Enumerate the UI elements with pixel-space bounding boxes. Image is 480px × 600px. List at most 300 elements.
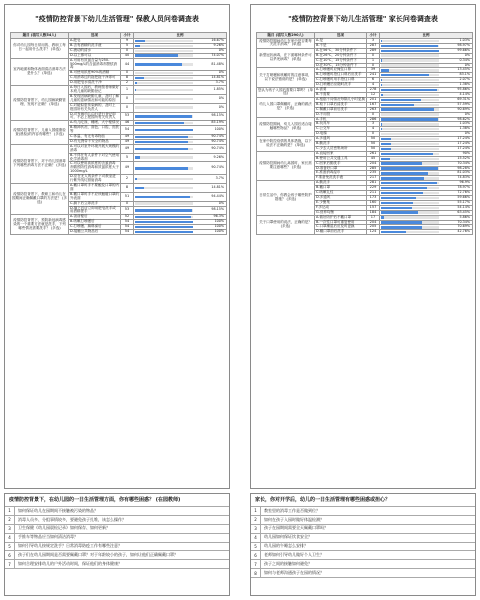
ratio-bar-fill xyxy=(381,231,406,233)
ratio-bar-cell xyxy=(381,73,471,77)
concern-row xyxy=(251,525,475,534)
option-count: 54 xyxy=(121,230,134,235)
concern-text: 卫生保健《幼儿园晨检记录》如何保存、如何更新？ xyxy=(18,525,110,531)
parent-concerns-panel xyxy=(250,493,476,596)
ratio-bar-track xyxy=(381,59,439,61)
ratio-percent: 0% xyxy=(464,111,470,116)
option-label: C.用消毒过的拖把拖干净即可 xyxy=(69,76,121,81)
ratio-bar-cell xyxy=(135,147,225,151)
ratio-bar-track xyxy=(381,172,439,174)
header-option: 选项 xyxy=(69,33,121,39)
ratio-bar-fill xyxy=(135,196,190,198)
option-label: E.少聚集 xyxy=(315,200,367,205)
option-count: 53 xyxy=(121,112,134,121)
option-label: D.不用管 xyxy=(315,112,367,117)
ratio-bar-cell xyxy=(381,49,471,53)
ratio-bar-fill xyxy=(135,54,178,56)
option-count: 287 xyxy=(367,43,380,48)
ratio-bar-track xyxy=(381,108,439,110)
parent-survey-panel xyxy=(250,4,476,489)
option-label: C.打喷嚏、擤鼻涕后 xyxy=(69,225,121,230)
ratio-bar-fill xyxy=(381,138,391,140)
ratio-percent: 81.48% xyxy=(211,61,224,66)
concern-row xyxy=(251,551,475,560)
ratio-percent: 42.76% xyxy=(457,229,470,234)
concern-text: 老师如何引导幼儿做好个人卫生？ xyxy=(264,552,324,558)
parent-concerns-list xyxy=(251,507,475,578)
concern-number: 6 xyxy=(5,551,15,559)
ratio-bar-fill xyxy=(381,50,439,52)
ratio-bar-cell xyxy=(381,211,471,215)
ratio-bar-fill xyxy=(381,118,438,120)
option-label: B.一次性口罩可重复使用 xyxy=(315,220,367,225)
concern-number: 1 xyxy=(251,507,261,515)
ratio-bar-fill xyxy=(381,226,422,228)
ratio-bar-cell xyxy=(135,186,225,190)
ratio-bar-track xyxy=(381,231,439,233)
option-count: 157 xyxy=(367,205,380,210)
ratio-percent: 98.28% xyxy=(457,165,470,170)
ratio-bar-fill xyxy=(135,77,144,79)
concern-text: 如何引导幼儿按规定洗手？日常消毒防疫工作有哪些注意？ xyxy=(18,543,122,549)
ratio-bar-track xyxy=(381,148,439,150)
ratio-bar-cell xyxy=(381,147,471,151)
concern-row xyxy=(5,507,229,516)
ratio-percent: 3.7% xyxy=(215,80,224,85)
option-count: 5 xyxy=(121,153,134,162)
concern-text: 幼儿园如何保证饮食安全？ xyxy=(264,534,312,540)
option-label: B.含有酒精的洗手液 xyxy=(69,43,121,48)
ratio-bar-fill xyxy=(381,167,438,169)
ratio-bar-cell xyxy=(135,63,225,67)
option-label: A.可用有效氯含量为250-500mg/L的含氯消毒剂擦拭消毒 xyxy=(69,58,121,71)
option-label: B.勤洗手 xyxy=(315,142,367,147)
concern-number: 5 xyxy=(251,543,261,551)
ratio-percent: 4.14% xyxy=(459,91,470,96)
concern-text: 孩子在园期间需要全天佩戴口罩吗？ xyxy=(264,525,328,531)
ratio-bar-cell xyxy=(135,220,225,224)
ratio-bar-fill xyxy=(135,129,193,131)
option-label: B.不需要 xyxy=(315,92,367,97)
ratio-percent: 0% xyxy=(464,62,470,67)
ratio-bar-fill xyxy=(135,216,191,218)
question-text: 您认为孩子入园后需要口罩吗？ (单选) xyxy=(258,87,313,96)
ratio-bar-track xyxy=(135,141,193,143)
option-label: F.准备免洗洗手液 xyxy=(315,176,367,181)
ratio-bar-fill xyxy=(381,182,437,184)
ratio-bar-fill xyxy=(135,148,188,150)
ratio-bar-cell xyxy=(135,81,225,85)
question-text: 疫情防控背景下，预防新冠病毒感染的一个重要方法就是洗手，下列哪些情况需要洗手？ (多选) xyxy=(11,215,69,235)
ratio-percent: 55.17% xyxy=(457,199,470,204)
option-ratio xyxy=(134,103,227,112)
ratio-bar-track xyxy=(381,153,439,155)
option-count: 0 xyxy=(367,112,380,117)
ratio-percent: 13.45% xyxy=(457,67,470,72)
ratio-percent: 100% xyxy=(214,127,224,132)
option-count: 229 xyxy=(367,186,380,191)
ratio-percent: 1.03% xyxy=(459,38,470,42)
ratio-bar-cell xyxy=(135,140,225,144)
option-label: B.不得在有人条件下对空气使用化学消毒剂 xyxy=(70,152,120,161)
ratio-percent: 17.24% xyxy=(457,145,470,150)
ratio-bar-fill xyxy=(135,122,184,124)
ratio-percent: 98.97% xyxy=(457,42,470,47)
option-label: B.戴口罩 xyxy=(315,186,367,191)
option-count: 204 xyxy=(367,161,380,166)
ratio-bar-fill xyxy=(381,197,416,199)
ratio-bar-fill xyxy=(135,167,188,169)
ratio-bar-fill xyxy=(381,123,382,125)
ratio-percent: 100% xyxy=(214,224,224,229)
option-count: 51 xyxy=(121,192,134,201)
ratio-bar-fill xyxy=(381,148,391,150)
concern-number: 4 xyxy=(251,534,261,542)
option-label: A.多通风 xyxy=(315,137,367,142)
option-label: D.打喷嚏后应随时洗手 xyxy=(315,83,367,88)
ratio-bar-track xyxy=(381,113,439,115)
ratio-bar-fill xyxy=(381,89,437,91)
teacher-concerns-title: 疫情防控背景下，在幼儿园的一日生活管理方面，你有哪些困惑？ (在园教师) xyxy=(5,494,229,507)
option-count: 0 xyxy=(367,132,380,137)
ratio-bar-track xyxy=(135,196,193,198)
question-text: 疫情防控背景下，儿童入园健康检查(晨检)的内容有哪些？ (多选) xyxy=(11,121,69,145)
ratio-percent: 15.52% xyxy=(457,155,470,160)
ratio-bar-fill xyxy=(381,177,424,179)
option-count: 173 xyxy=(367,196,380,201)
ratio-bar-fill xyxy=(135,231,193,233)
option-count: 184 xyxy=(367,210,380,215)
option-label: D.准备好口罩 xyxy=(315,166,367,171)
ratio-percent: 85.19% xyxy=(211,120,224,125)
ratio-percent: 2.07% xyxy=(459,77,470,82)
option-count: 4 xyxy=(367,127,380,132)
option-label: D.在30℃，15分钟条件下 xyxy=(315,63,367,68)
header-count: 小计 xyxy=(367,33,380,39)
ratio-bar-fill xyxy=(135,156,140,158)
ratio-bar-track xyxy=(381,221,439,223)
ratio-percent: 83.1% xyxy=(459,72,470,77)
header-ratio: 比例 xyxy=(134,33,227,39)
ratio-bar-track xyxy=(381,40,439,42)
question-text: 新型冠状病毒，在下面哪种条件可以杀死病毒？ (单选) xyxy=(257,48,315,68)
ratio-bar-fill xyxy=(381,143,391,145)
ratio-percent: 17.24% xyxy=(457,136,470,141)
question-text: 疫情防控背景下，对于幼儿园消毒下列哪些消毒方法不正确？ (多选) xyxy=(11,144,69,183)
ratio-bar-fill xyxy=(135,141,188,143)
option-count: 39 xyxy=(367,68,380,73)
option-label: C.摘下后立即洗手 xyxy=(69,201,121,206)
option-count: 263 xyxy=(367,107,380,112)
option-label: B.可使用浓度90%的酒精 xyxy=(69,71,121,76)
concern-row xyxy=(5,516,229,525)
ratio-percent: 1.03% xyxy=(459,121,470,126)
ratio-bar-cell xyxy=(135,225,225,229)
option-label: D.有无携带不安全的物品 xyxy=(69,139,121,144)
option-label: B.戴口罩时手不应该触碰口罩的外表面 xyxy=(70,191,120,200)
ratio-bar-track xyxy=(381,192,439,194)
option-ratio xyxy=(134,184,227,193)
ratio-bar-cell xyxy=(135,44,225,48)
option-count: 5 xyxy=(121,43,134,48)
option-row xyxy=(11,184,227,193)
option-count: 1 xyxy=(121,86,134,95)
ratio-bar-track xyxy=(381,54,439,56)
option-label: C.流动的清水 xyxy=(69,48,121,53)
option-count: 0 xyxy=(367,63,380,68)
option-label: F.多运动 xyxy=(315,205,367,210)
concern-number: 7 xyxy=(251,560,261,568)
question-text: 疫情防控背景下，教职工和幼儿在园期间正确佩戴口罩的方法是？ (多选) xyxy=(11,184,69,215)
question-text: 幼儿入园口罩佩戴时，正确的做法是？ (多选) xyxy=(257,97,315,117)
question-text: 疫情防控期间幼儿离园时，家长需要注意哪些？ (多选) xyxy=(257,151,315,180)
ratio-bar-cell xyxy=(135,128,225,132)
ratio-bar-track xyxy=(381,187,439,189)
ratio-percent: 3.7% xyxy=(215,176,224,181)
option-label: A.每日入园后，教师按者师做好本班儿童的缺勤登记 xyxy=(70,85,119,93)
ratio-bar-cell xyxy=(135,177,225,181)
ratio-bar-fill xyxy=(381,99,421,101)
ratio-bar-cell xyxy=(381,162,471,166)
ratio-bar-track xyxy=(381,216,439,218)
question-text: 室内地面和物体表面清洁消毒方法是什么？ (单选) xyxy=(11,58,69,85)
option-count: 160 xyxy=(367,200,380,205)
ratio-percent: 99.66% xyxy=(457,47,470,52)
ratio-bar-track xyxy=(381,94,439,96)
ratio-bar-fill xyxy=(381,94,383,96)
concern-row xyxy=(251,543,475,552)
ratio-bar-fill xyxy=(135,89,136,91)
question-text: 你对幼儿园每日常用的、教职工每日一起用什么洗手？ (单选) xyxy=(11,39,69,59)
ratio-bar-fill xyxy=(135,136,188,138)
option-ratio xyxy=(134,192,227,201)
header-question: 题目 (填写人数54人) xyxy=(11,33,69,39)
ratio-percent: 81.03% xyxy=(457,170,470,175)
option-label: C.在10℃，15分钟条件下 xyxy=(315,58,367,63)
concern-text: 孩子之间的接触如何避免？ xyxy=(264,560,312,566)
option-count: 211 xyxy=(367,191,380,196)
option-row xyxy=(257,97,473,102)
ratio-bar-track xyxy=(135,209,193,211)
ratio-percent: 96.9% xyxy=(459,180,470,185)
ratio-bar-cell xyxy=(135,39,225,43)
option-count: 54 xyxy=(121,225,134,230)
option-count: 289 xyxy=(367,48,380,53)
ratio-percent: 1.85% xyxy=(213,87,224,92)
ratio-bar-fill xyxy=(381,162,422,164)
ratio-percent: 100% xyxy=(214,219,224,224)
option-count: 261 xyxy=(367,151,380,156)
option-label: B.使用公共交通工具 xyxy=(315,156,367,161)
option-count: 45 xyxy=(367,156,380,161)
ratio-percent: 0.34% xyxy=(459,57,470,62)
concern-text: 手推车等物品应当如何清洁消毒？ xyxy=(18,534,78,540)
option-label: B.玩具车 xyxy=(315,122,367,127)
ratio-bar-track xyxy=(381,50,439,52)
ratio-bar-fill xyxy=(381,79,382,81)
option-count: 44 xyxy=(121,58,134,71)
option-label: B.发现因病缺勤儿童，及时了解儿童的患病情况和可能的原因 xyxy=(70,93,120,102)
question-text: 疫情防控期间幼儿在家中是否要每天洗手消毒？ (单选) xyxy=(257,39,315,49)
ratio-bar-cell xyxy=(381,78,471,82)
option-count: 52 xyxy=(121,215,134,220)
concern-row xyxy=(5,534,229,543)
ratio-bar-fill xyxy=(381,216,384,218)
teacher-concerns-list xyxy=(5,507,229,569)
option-label: D.以上都可以 xyxy=(69,53,121,58)
ratio-bar-fill xyxy=(381,153,433,155)
ratio-bar-cell xyxy=(135,54,225,58)
option-label: A.肥皂 xyxy=(69,39,121,44)
ratio-percent: 74.07% xyxy=(211,52,224,57)
parent-concerns-title: 家长，你对开学后，幼儿的一日生活管理有哪些困惑或担心？ xyxy=(251,494,475,507)
concern-row xyxy=(5,560,229,569)
option-label: E.准备消毒湿巾 xyxy=(315,171,367,176)
ratio-percent: 59.66% xyxy=(457,195,470,199)
option-count: 49 xyxy=(121,139,134,144)
ratio-bar-track xyxy=(381,74,439,76)
option-count: 17 xyxy=(367,215,380,220)
ratio-percent: 63.45% xyxy=(457,209,470,214)
ratio-bar-track xyxy=(135,216,193,218)
option-label: D.戴口罩前后洗手 xyxy=(315,230,367,235)
option-label: A.可以对室外环境开展大规模的消毒 xyxy=(70,143,119,152)
concern-row xyxy=(5,551,229,560)
option-count: 49 xyxy=(121,162,134,175)
option-label: A.在56℃，30分钟条件下 xyxy=(315,48,367,53)
concern-row xyxy=(251,516,475,525)
ratio-bar-fill xyxy=(381,207,412,209)
ratio-bar-cell xyxy=(381,113,471,117)
option-count: 204 xyxy=(367,220,380,225)
option-label: C.可以使用高浓度的含氯消毒剂做预防性消毒和效氯浓度大于1000mg/L xyxy=(70,161,119,174)
ratio-percent: 9.26% xyxy=(213,154,224,159)
ratio-bar-fill xyxy=(135,115,192,117)
option-row xyxy=(11,58,227,71)
header-ratio: 比例 xyxy=(380,33,473,39)
ratio-percent: 70.34% xyxy=(457,160,470,165)
ratio-percent: 57.59% xyxy=(457,101,470,106)
ratio-bar-fill xyxy=(381,104,414,106)
ratio-percent: 0% xyxy=(464,131,470,136)
ratio-percent: 1.38% xyxy=(459,126,470,131)
ratio-bar-track xyxy=(135,63,193,65)
ratio-bar-track xyxy=(135,136,193,138)
concern-number: 2 xyxy=(251,516,261,524)
ratio-percent: 90.74% xyxy=(211,145,224,150)
concern-number: 3 xyxy=(5,525,15,533)
option-label: C.少去人员密集场所 xyxy=(315,146,367,151)
ratio-bar-track xyxy=(135,226,193,228)
question-text: 疫情防控期间，幼儿入园后适合接触哪些物品？ (单选) xyxy=(257,117,315,137)
ratio-percent: 98.15% xyxy=(211,113,224,118)
ratio-bar-track xyxy=(381,202,439,204)
ratio-bar-track xyxy=(135,98,193,100)
option-ratio xyxy=(134,206,227,215)
concern-text: 教室里的消毒工作是否做到位？ xyxy=(264,507,320,513)
ratio-percent: 0% xyxy=(218,200,224,205)
ratio-bar-fill xyxy=(135,40,145,42)
header-count: 小计 xyxy=(121,33,134,39)
concern-row xyxy=(251,534,475,543)
option-label: G.营养均衡 xyxy=(315,210,367,215)
ratio-bar-fill xyxy=(135,221,193,223)
option-label: A.是 xyxy=(315,39,367,44)
ratio-percent: 0% xyxy=(218,95,224,100)
option-count: 3 xyxy=(367,39,380,44)
ratio-bar-track xyxy=(135,54,193,56)
option-count: 0 xyxy=(121,103,134,112)
ratio-bar-track xyxy=(135,167,193,169)
ratio-bar-cell xyxy=(381,118,471,122)
ratio-bar-track xyxy=(381,89,439,91)
ratio-bar-cell xyxy=(135,88,225,92)
ratio-bar-track xyxy=(381,45,439,47)
ratio-percent: 95.86% xyxy=(457,87,470,92)
ratio-bar-cell xyxy=(135,114,225,118)
ratio-percent: 14.81% xyxy=(211,184,224,189)
option-count: 205 xyxy=(367,225,380,230)
ratio-bar-track xyxy=(381,158,439,160)
ratio-bar-fill xyxy=(381,69,389,71)
option-label: C.体温、有无有毒物品 xyxy=(69,135,121,140)
option-ratio xyxy=(134,58,227,71)
option-ratio xyxy=(134,86,227,95)
ratio-bar-fill xyxy=(135,63,182,65)
option-ratio xyxy=(134,230,227,235)
option-label: C.咳嗽礼仪 xyxy=(315,191,367,196)
ratio-bar-track xyxy=(381,162,439,164)
concern-number: 8 xyxy=(251,569,261,577)
ratio-bar-fill xyxy=(135,82,137,84)
ratio-bar-track xyxy=(135,40,193,42)
ratio-bar-track xyxy=(381,84,439,86)
ratio-bar-track xyxy=(135,89,193,91)
ratio-bar-track xyxy=(381,207,439,209)
option-label: A.幼儿吃饭、睡眠、大小便情况 xyxy=(70,120,119,125)
ratio-percent: 17.24% xyxy=(457,141,470,146)
ratio-bar-fill xyxy=(381,158,390,160)
option-count: 50 xyxy=(367,146,380,151)
ratio-percent: 0% xyxy=(218,47,224,52)
option-count: 54 xyxy=(121,126,134,135)
teacher-survey-body xyxy=(11,39,227,235)
ratio-bar-track xyxy=(135,45,193,47)
ratio-bar-track xyxy=(135,115,193,117)
option-count: 54 xyxy=(121,220,134,225)
parent-survey-table xyxy=(256,32,473,235)
ratio-bar-track xyxy=(135,122,193,124)
option-count: 8 xyxy=(121,184,134,193)
option-count: 12 xyxy=(367,92,380,97)
ratio-bar-track xyxy=(135,221,193,223)
option-label: D.电梯 xyxy=(315,132,367,137)
ratio-bar-track xyxy=(381,64,439,66)
ratio-percent: 0% xyxy=(218,104,224,109)
ratio-bar-fill xyxy=(135,209,192,211)
option-ratio xyxy=(134,144,227,153)
ratio-bar-track xyxy=(381,79,439,81)
option-count: 0 xyxy=(121,94,134,103)
option-count: 241 xyxy=(367,73,380,78)
option-label: D.应在无人的条件下对教室进行紫外线灯照射消毒 xyxy=(69,175,121,184)
ratio-bar-cell xyxy=(135,195,225,199)
ratio-bar-cell xyxy=(135,202,225,206)
option-count: 6 xyxy=(367,78,380,83)
ratio-bar-cell xyxy=(135,208,225,212)
option-label: C.口罩潮湿后应及时更换 xyxy=(315,225,367,230)
ratio-percent: 1.38% xyxy=(459,82,470,87)
